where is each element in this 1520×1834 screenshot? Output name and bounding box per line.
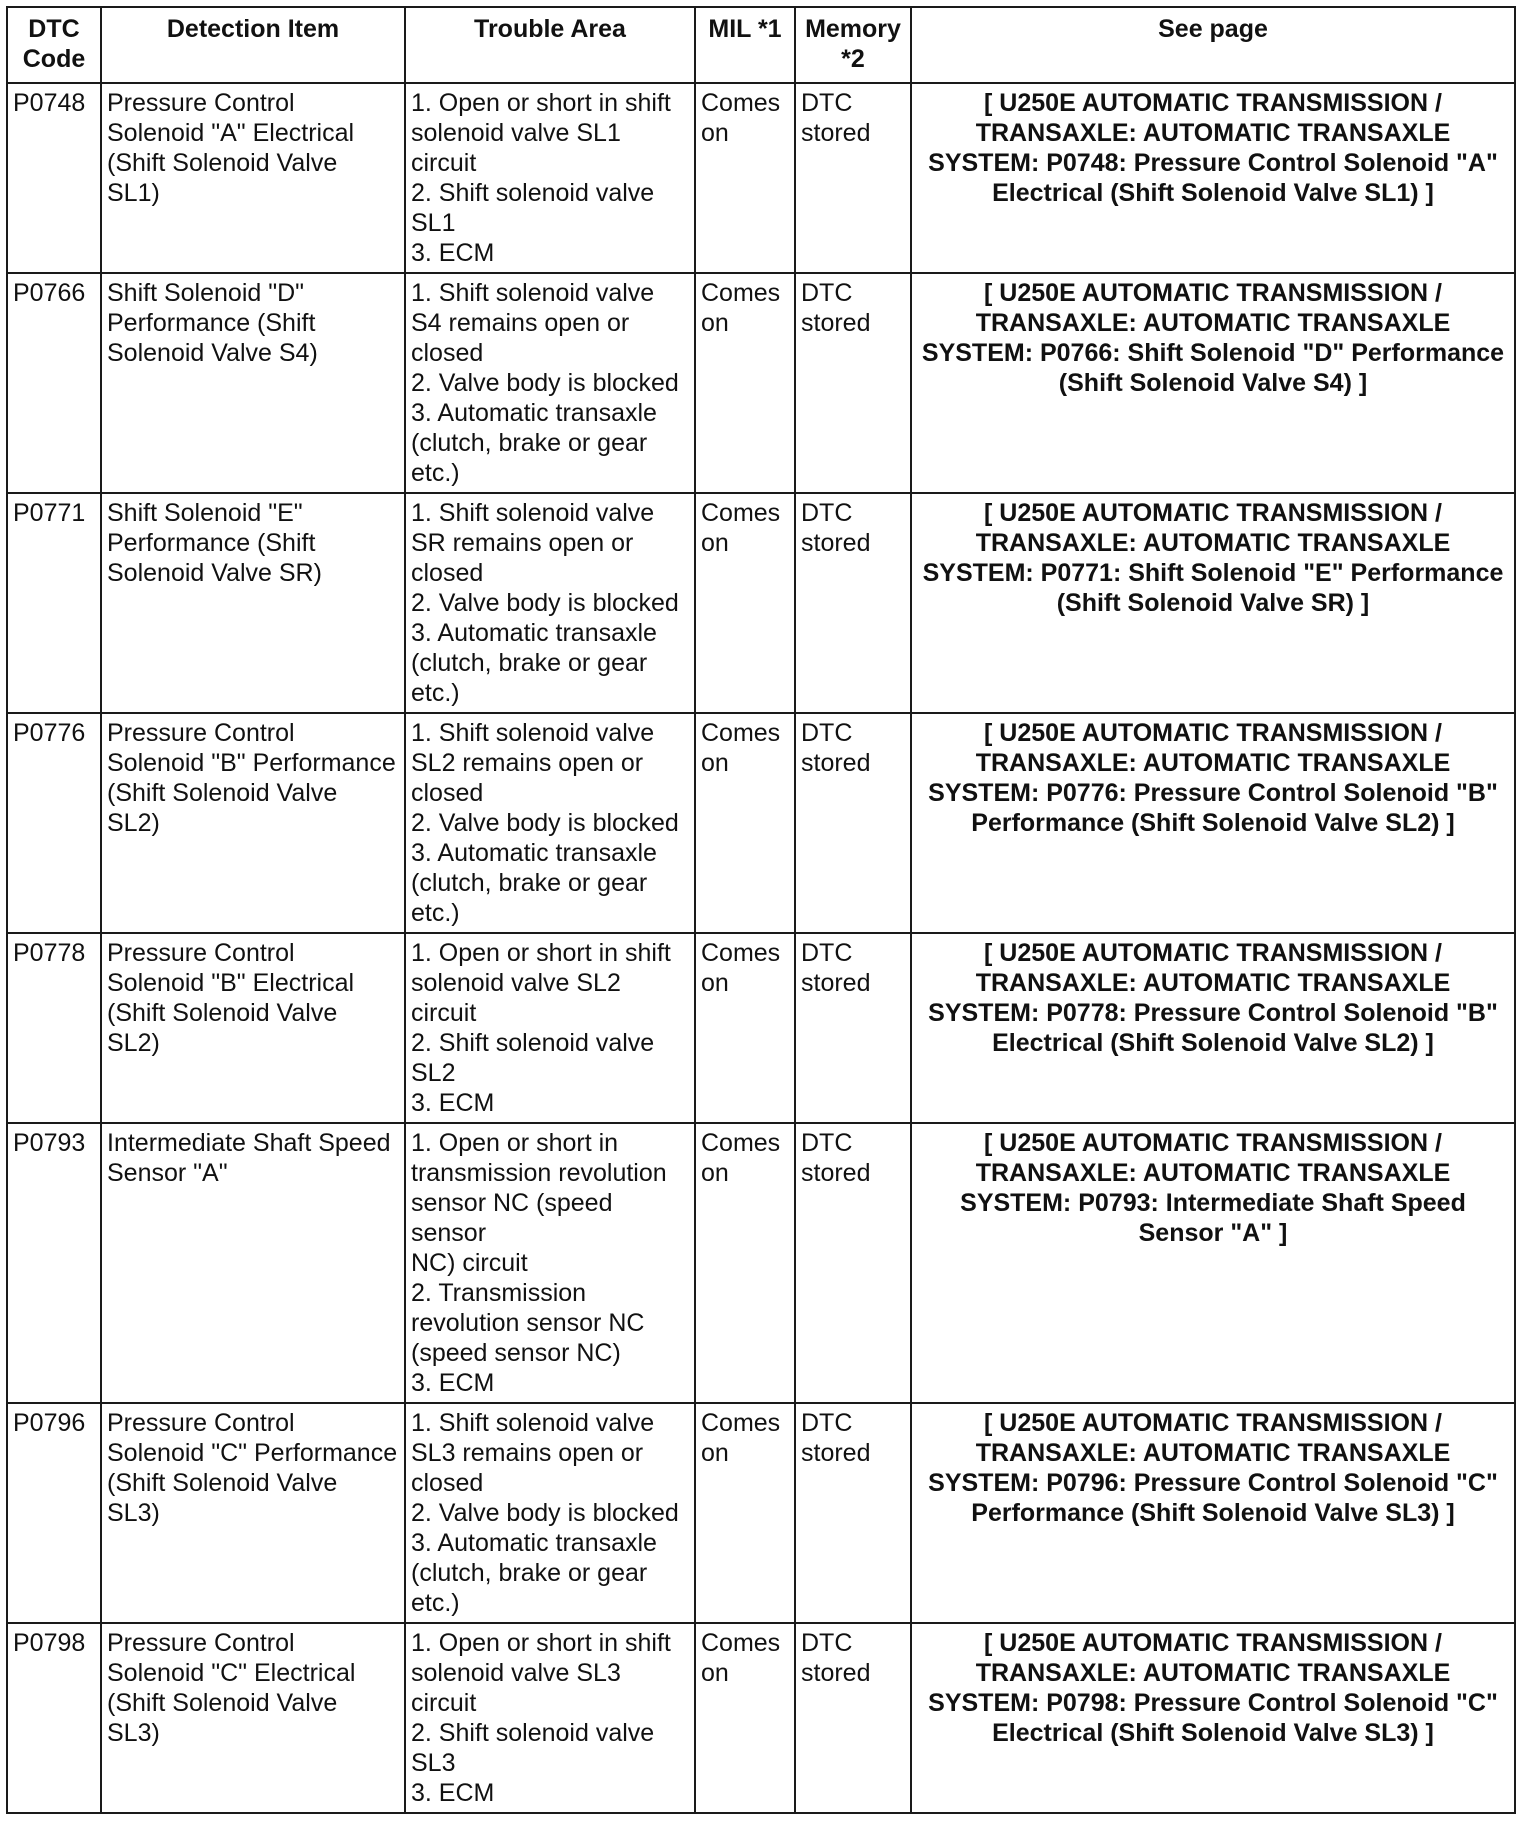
trouble-area-line: SL2	[411, 1059, 456, 1087]
see-page-link[interactable]	[911, 713, 1515, 933]
detection-item-line: Performance (Shift	[107, 309, 316, 337]
mil-text: Comes	[701, 279, 781, 307]
mil-cell	[695, 83, 795, 273]
detection-item-cell	[101, 1623, 405, 1813]
table-row	[7, 1623, 1515, 1813]
header-text: See page	[1158, 15, 1268, 43]
header-row	[7, 7, 1515, 83]
trouble-area-line: 3. ECM	[411, 239, 495, 267]
dtc-code: P0771	[13, 499, 86, 527]
memory-cell	[795, 493, 911, 713]
memory-cell	[795, 83, 911, 273]
detection-item-cell	[101, 83, 405, 273]
trouble-area-line: circuit	[411, 1689, 477, 1717]
see-page-link-line[interactable]: SYSTEM: P0776: Pressure Control Solenoid "B"	[928, 779, 1498, 807]
dtc-code-cell	[7, 83, 101, 273]
mil-cell	[695, 1123, 795, 1403]
mil-text: on	[701, 309, 729, 337]
mil-text: Comes	[701, 1409, 781, 1437]
detection-item-cell	[101, 713, 405, 933]
trouble-area-line: solenoid valve SL2	[411, 969, 621, 997]
memory-text: stored	[801, 309, 871, 337]
mil-text: Comes	[701, 1129, 781, 1157]
see-page-link-line[interactable]: SYSTEM: P0748: Pressure Control Solenoid "A"	[928, 149, 1498, 177]
memory-text: DTC	[801, 1629, 853, 1657]
trouble-area-line: 3. Automatic transaxle	[411, 1529, 657, 1557]
detection-item-line: Pressure Control	[107, 939, 295, 967]
see-page-link-line[interactable]: TRANSAXLE: AUTOMATIC TRANSAXLE	[975, 1659, 1451, 1687]
detection-item-line: Solenoid "A" Electrical	[107, 119, 355, 147]
see-page-link-line[interactable]: SYSTEM: P0798: Pressure Control Solenoid "C"	[928, 1689, 1498, 1717]
mil-cell	[695, 1623, 795, 1813]
see-page-link[interactable]	[911, 83, 1515, 273]
detection-item-line: Solenoid "B" Performance	[107, 749, 396, 777]
trouble-area-line: solenoid valve SL3	[411, 1659, 621, 1687]
dtc-code: P0748	[13, 89, 86, 117]
trouble-area-line: S4 remains open or	[411, 309, 630, 337]
detection-item-line: Solenoid "B" Electrical	[107, 969, 355, 997]
trouble-area-line: etc.)	[411, 1589, 460, 1617]
trouble-area-cell	[405, 713, 695, 933]
trouble-area-line: closed	[411, 779, 484, 807]
see-page-link[interactable]	[911, 493, 1515, 713]
detection-item-line: Sensor "A"	[107, 1159, 228, 1187]
mil-text: on	[701, 119, 729, 147]
detection-item-line: (Shift Solenoid Valve	[107, 999, 338, 1027]
memory-text: stored	[801, 749, 871, 777]
memory-text: DTC	[801, 719, 853, 747]
trouble-area-line: 1. Shift solenoid valve	[411, 279, 655, 307]
mil-text: Comes	[701, 499, 781, 527]
mil-cell	[695, 493, 795, 713]
detection-item-line: (Shift Solenoid Valve	[107, 1689, 338, 1717]
mil-cell	[695, 273, 795, 493]
see-page-link-line[interactable]: SYSTEM: P0771: Shift Solenoid "E" Performance	[922, 559, 1504, 587]
see-page-link-line[interactable]: Performance (Shift Solenoid Valve SL3) ]	[971, 1499, 1455, 1527]
table-row	[7, 1403, 1515, 1623]
mil-text: on	[701, 1439, 729, 1467]
header-text: MIL *1	[708, 15, 782, 43]
trouble-area-line: transmission revolution	[411, 1159, 667, 1187]
detection-item-line: Intermediate Shaft Speed	[107, 1129, 391, 1157]
dtc-document	[6, 6, 1514, 1828]
detection-item-cell	[101, 1123, 405, 1403]
see-page-link-line[interactable]: TRANSAXLE: AUTOMATIC TRANSAXLE	[975, 119, 1451, 147]
trouble-area-line: etc.)	[411, 679, 460, 707]
trouble-area-line: closed	[411, 1469, 484, 1497]
header-text: *2	[841, 45, 865, 73]
detection-item-line: Pressure Control	[107, 1409, 295, 1437]
trouble-area-line: 2. Shift solenoid valve	[411, 1719, 655, 1747]
dtc-code: P0793	[13, 1129, 86, 1157]
mil-text: on	[701, 1159, 729, 1187]
trouble-area-line: 3. Automatic transaxle	[411, 839, 657, 867]
header-trouble-area	[405, 7, 695, 83]
see-page-link-line[interactable]: [ U250E AUTOMATIC TRANSMISSION /	[984, 279, 1442, 307]
table-row	[7, 1123, 1515, 1403]
header-text: Trouble Area	[474, 15, 626, 43]
mil-text: on	[701, 969, 729, 997]
table-row	[7, 83, 1515, 273]
memory-cell	[795, 933, 911, 1123]
see-page-link[interactable]	[911, 273, 1515, 493]
see-page-link-line[interactable]: TRANSAXLE: AUTOMATIC TRANSAXLE	[975, 529, 1451, 557]
see-page-link-line[interactable]: [ U250E AUTOMATIC TRANSMISSION /	[984, 1129, 1442, 1157]
memory-text: stored	[801, 1439, 871, 1467]
trouble-area-line: sensor NC (speed	[411, 1189, 613, 1217]
see-page-link-line[interactable]: [ U250E AUTOMATIC TRANSMISSION /	[984, 1629, 1442, 1657]
mil-text: Comes	[701, 939, 781, 967]
dtc-code-cell	[7, 1403, 101, 1623]
memory-text: DTC	[801, 1409, 853, 1437]
mil-text: on	[701, 749, 729, 777]
memory-text: stored	[801, 119, 871, 147]
trouble-area-cell	[405, 1403, 695, 1623]
detection-item-cell	[101, 273, 405, 493]
detection-item-line: (Shift Solenoid Valve	[107, 779, 338, 807]
see-page-link-line[interactable]: [ U250E AUTOMATIC TRANSMISSION /	[984, 499, 1442, 527]
memory-text: DTC	[801, 89, 853, 117]
mil-text: Comes	[701, 89, 781, 117]
see-page-link-line[interactable]: TRANSAXLE: AUTOMATIC TRANSAXLE	[975, 309, 1451, 337]
see-page-link-line[interactable]: (Shift Solenoid Valve SR) ]	[1056, 589, 1370, 617]
mil-cell	[695, 713, 795, 933]
header-mil	[695, 7, 795, 83]
detection-item-line: (Shift Solenoid Valve	[107, 1469, 338, 1497]
header-text: Memory	[805, 15, 901, 43]
memory-cell	[795, 273, 911, 493]
trouble-area-line: circuit	[411, 149, 477, 177]
see-page-link-line[interactable]: TRANSAXLE: AUTOMATIC TRANSAXLE	[975, 1159, 1451, 1187]
see-page-link[interactable]	[911, 933, 1515, 1123]
trouble-area-line: NC) circuit	[411, 1249, 528, 1277]
detection-item-line: Pressure Control	[107, 89, 295, 117]
detection-item-line: Shift Solenoid "E"	[107, 499, 303, 527]
see-page-link-line[interactable]: Electrical (Shift Solenoid Valve SL3) ]	[992, 1719, 1434, 1747]
header-see-page	[911, 7, 1515, 83]
trouble-area-line: 2. Shift solenoid valve	[411, 1029, 655, 1057]
table-row	[7, 933, 1515, 1123]
trouble-area-line: 3. ECM	[411, 1779, 495, 1807]
detection-item-line: Performance (Shift	[107, 529, 316, 557]
detection-item-line: SL3)	[107, 1499, 160, 1527]
header-dtc-code	[7, 7, 101, 83]
table-body	[7, 83, 1515, 1813]
trouble-area-line: sensor	[411, 1219, 487, 1247]
dtc-code-cell	[7, 933, 101, 1123]
detection-item-line: Solenoid "C" Performance	[107, 1439, 398, 1467]
trouble-area-line: 2. Valve body is blocked	[411, 589, 679, 617]
mil-text: on	[701, 529, 729, 557]
mil-cell	[695, 1403, 795, 1623]
see-page-link-line[interactable]: Sensor "A" ]	[1138, 1219, 1288, 1247]
memory-cell	[795, 1623, 911, 1813]
trouble-area-line: 3. Automatic transaxle	[411, 399, 657, 427]
trouble-area-line: 1. Shift solenoid valve	[411, 719, 655, 747]
see-page-link-line[interactable]: SYSTEM: P0793: Intermediate Shaft Speed	[960, 1189, 1466, 1217]
detection-item-line: SL3)	[107, 1719, 160, 1747]
dtc-code: P0798	[13, 1629, 86, 1657]
detection-item-cell	[101, 1403, 405, 1623]
trouble-area-cell	[405, 273, 695, 493]
trouble-area-line: (clutch, brake or gear	[411, 429, 648, 457]
see-page-link[interactable]	[911, 1123, 1515, 1403]
see-page-link[interactable]	[911, 1623, 1515, 1813]
memory-cell	[795, 1123, 911, 1403]
trouble-area-cell	[405, 1623, 695, 1813]
trouble-area-line: 1. Shift solenoid valve	[411, 499, 655, 527]
dtc-code: P0766	[13, 279, 86, 307]
trouble-area-line: 1. Open or short in shift	[411, 1629, 671, 1657]
see-page-link-line[interactable]: Performance (Shift Solenoid Valve SL2) ]	[971, 809, 1455, 837]
dtc-code-cell	[7, 493, 101, 713]
see-page-link-line[interactable]: SYSTEM: P0796: Pressure Control Solenoid "C"	[928, 1469, 1498, 1497]
mil-text: on	[701, 1659, 729, 1687]
trouble-area-line: closed	[411, 559, 484, 587]
dtc-code-cell	[7, 1623, 101, 1813]
memory-text: DTC	[801, 499, 853, 527]
trouble-area-line: revolution sensor NC	[411, 1309, 645, 1337]
trouble-area-line: 2. Valve body is blocked	[411, 1499, 679, 1527]
trouble-area-line: 3. ECM	[411, 1369, 495, 1397]
trouble-area-cell	[405, 83, 695, 273]
detection-item-line: Pressure Control	[107, 719, 295, 747]
detection-item-line: Solenoid Valve S4)	[107, 339, 318, 367]
see-page-link[interactable]	[911, 1403, 1515, 1623]
see-page-link-line[interactable]: [ U250E AUTOMATIC TRANSMISSION /	[984, 1409, 1442, 1437]
detection-item-cell	[101, 933, 405, 1123]
see-page-link-line[interactable]: SYSTEM: P0778: Pressure Control Solenoid "B"	[928, 999, 1498, 1027]
dtc-table	[6, 6, 1516, 1814]
see-page-link-line[interactable]: SYSTEM: P0766: Shift Solenoid "D" Performance	[921, 339, 1505, 367]
detection-item-line: Shift Solenoid "D"	[107, 279, 305, 307]
trouble-area-line: (speed sensor NC)	[411, 1339, 621, 1367]
trouble-area-line: (clutch, brake or gear	[411, 1559, 648, 1587]
memory-text: stored	[801, 1659, 871, 1687]
trouble-area-line: SL3	[411, 1749, 456, 1777]
header-text: Code	[22, 45, 86, 73]
see-page-link-line[interactable]: [ U250E AUTOMATIC TRANSMISSION /	[984, 939, 1442, 967]
header-detection-item	[101, 7, 405, 83]
trouble-area-line: 1. Open or short in	[411, 1129, 619, 1157]
detection-item-line: Pressure Control	[107, 1629, 295, 1657]
memory-text: stored	[801, 529, 871, 557]
header-text: Detection Item	[166, 15, 340, 43]
detection-item-line: SL2)	[107, 809, 160, 837]
trouble-area-line: solenoid valve SL1	[411, 119, 621, 147]
trouble-area-line: 1. Shift solenoid valve	[411, 1409, 655, 1437]
mil-text: Comes	[701, 1629, 781, 1657]
see-page-link-line[interactable]: (Shift Solenoid Valve S4) ]	[1058, 369, 1368, 397]
trouble-area-cell	[405, 493, 695, 713]
dtc-code: P0776	[13, 719, 86, 747]
trouble-area-line: SL1	[411, 209, 456, 237]
table-row	[7, 713, 1515, 933]
trouble-area-line: (clutch, brake or gear	[411, 649, 648, 677]
mil-cell	[695, 933, 795, 1123]
trouble-area-line: 1. Open or short in shift	[411, 939, 671, 967]
mil-text: Comes	[701, 719, 781, 747]
see-page-link-line[interactable]: TRANSAXLE: AUTOMATIC TRANSAXLE	[975, 969, 1451, 997]
detection-item-line: (Shift Solenoid Valve	[107, 149, 338, 177]
dtc-code: P0796	[13, 1409, 86, 1437]
memory-text: DTC	[801, 939, 853, 967]
see-page-link-line[interactable]: [ U250E AUTOMATIC TRANSMISSION /	[984, 89, 1442, 117]
detection-item-line: SL2)	[107, 1029, 160, 1057]
trouble-area-line: 2. Valve body is blocked	[411, 369, 679, 397]
memory-text: stored	[801, 1159, 871, 1187]
trouble-area-cell	[405, 1123, 695, 1403]
see-page-link-line[interactable]: Electrical (Shift Solenoid Valve SL1) ]	[992, 179, 1434, 207]
trouble-area-line: etc.)	[411, 899, 460, 927]
trouble-area-line: SR remains open or	[411, 529, 634, 557]
header-text: DTC	[28, 15, 80, 43]
table-row	[7, 493, 1515, 713]
memory-cell	[795, 1403, 911, 1623]
detection-item-line: Solenoid Valve SR)	[107, 559, 322, 587]
detection-item-line: Solenoid "C" Electrical	[107, 1659, 356, 1687]
trouble-area-line: SL3 remains open or	[411, 1439, 644, 1467]
dtc-code: P0778	[13, 939, 86, 967]
trouble-area-line: 2. Valve body is blocked	[411, 809, 679, 837]
dtc-code-cell	[7, 1123, 101, 1403]
trouble-area-line: 3. Automatic transaxle	[411, 619, 657, 647]
memory-text: DTC	[801, 1129, 853, 1157]
trouble-area-line: circuit	[411, 999, 477, 1027]
trouble-area-line: closed	[411, 339, 484, 367]
table-row	[7, 273, 1515, 493]
header-memory	[795, 7, 911, 83]
trouble-area-line: SL2 remains open or	[411, 749, 644, 777]
trouble-area-line: 2. Transmission	[411, 1279, 587, 1307]
trouble-area-line: 1. Open or short in shift	[411, 89, 671, 117]
detection-item-cell	[101, 493, 405, 713]
detection-item-line: SL1)	[107, 179, 160, 207]
dtc-code-cell	[7, 273, 101, 493]
trouble-area-line: etc.)	[411, 459, 460, 487]
see-page-link-line[interactable]: TRANSAXLE: AUTOMATIC TRANSAXLE	[975, 749, 1451, 777]
see-page-link-line[interactable]: Electrical (Shift Solenoid Valve SL2) ]	[992, 1029, 1434, 1057]
trouble-area-cell	[405, 933, 695, 1123]
memory-cell	[795, 713, 911, 933]
dtc-code-cell	[7, 713, 101, 933]
trouble-area-line: 2. Shift solenoid valve	[411, 179, 655, 207]
memory-text: stored	[801, 969, 871, 997]
see-page-link-line[interactable]: TRANSAXLE: AUTOMATIC TRANSAXLE	[975, 1439, 1451, 1467]
memory-text: DTC	[801, 279, 853, 307]
trouble-area-line: (clutch, brake or gear	[411, 869, 648, 897]
see-page-link-line[interactable]: [ U250E AUTOMATIC TRANSMISSION /	[984, 719, 1442, 747]
trouble-area-line: 3. ECM	[411, 1089, 495, 1117]
